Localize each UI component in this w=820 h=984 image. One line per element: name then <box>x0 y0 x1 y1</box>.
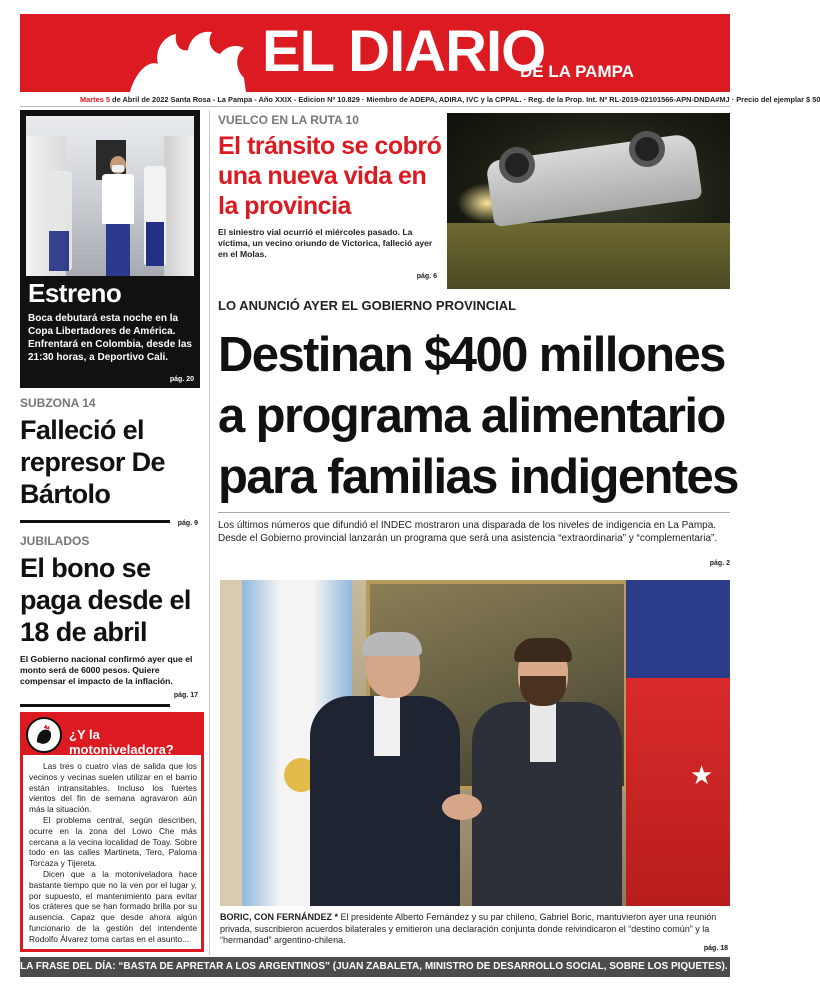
estreno-story[interactable] <box>20 110 200 388</box>
dateline <box>20 93 820 107</box>
estreno-body: Boca debutará esta noche en la Copa Libertadores de América. Enfrentará en Colombia, desde las 21:30 horas, a Deportivo Cali. <box>28 313 192 363</box>
lead-story[interactable] <box>218 298 738 567</box>
vuelco-story[interactable] <box>218 113 443 280</box>
photo-caption <box>220 912 730 947</box>
quote-of-day: LA FRASE DEL DÍA: “BASTA DE APRETAR A LOS ARGENTINOS” (JUAN ZABALETA, MINISTRO DE DESARROLLO SOCIAL, SOBRE LOS PIQUETES). pág. 18 <box>20 957 730 977</box>
divider <box>20 704 170 707</box>
jubilados-story[interactable] <box>20 534 200 699</box>
caption-who: BORIC, CON FERNÁNDEZ * <box>220 912 339 922</box>
opinion-header <box>23 715 201 755</box>
rooster-emblem-icon <box>26 717 62 753</box>
opinion-title: ¿Y la motoniveladora? <box>69 727 174 757</box>
masthead-title: EL DIARIO <box>262 19 546 84</box>
lead-headline-line: a programa alimentario <box>218 389 725 443</box>
jubilados-body: El Gobierno nacional confirmó ayer que el monto será de 6000 pesos. Quiere compensar el impacto de la inflación. <box>20 654 193 686</box>
divider <box>218 512 730 513</box>
opinion-paragraph: El problema central, según describen, ocurre en la zona del Lowo Che más cercana a la vecina localidad de Toay. Sobre todo en las calles Martineta, Tero, Paloma Torcaza y Tijereta. <box>29 814 197 869</box>
chile-flag <box>626 580 730 906</box>
subzona-kicker: SUBZONA 14 <box>20 396 96 410</box>
jubilados-page: pág. 17 <box>173 692 198 699</box>
opinion-text <box>29 761 197 945</box>
lead-headline-line: Destinan $400 millones <box>218 328 725 382</box>
dateline-text: de Abril de 2022 Santa Rosa - La Pampa - Año XXIX - Edicion Nº 10.829 · Miembro de ADEPA, ADIRA, IVC y la CPPAL. · Reg. de la Prop. Int. Nº RL-2019-02101566-APN-DNDA#MJ · Precio del ejemplar $ 50 <box>110 95 820 104</box>
caption-text: El presidente Alberto Fernández y su par chileno, Gabriel Boric, mantuvieron ayer una reunión privada, suscribieron acuerdos bilaterales y emitieron una declaración conjunta donde reivindicaron el “destino común” y la “hermandad” argentino-chilena. <box>220 912 717 945</box>
boric-fernandez-photo: ★ <box>220 580 730 906</box>
lead-body: Los últimos números que difundió el INDEC mostraron una disparada de los niveles de indigencia en La Pampa. Desde el Gobierno provincial lanzarán un programa que será una asistencia “extraordinaria” y “complementaria”. <box>218 520 718 544</box>
vuelco-headline: El tránsito se cobró una nueva vida en la provincia <box>218 132 442 220</box>
opinion-paragraph: Dicen que a la motoniveladora hace bastante tiempo que no la ven por el lugar y, por supuesto, el mantenimiento para evitar los cráteres que se han formado brilla por su ausencia. Capaz que desde ahora algún funcionario de la gestión del intendente Rodolfo Álvarez toma cartas en el asunto... <box>29 868 197 944</box>
jubilados-headline: El bono se paga desde el 18 de abril <box>20 553 191 647</box>
masthead-subtitle: DE LA PAMPA <box>520 62 634 81</box>
estreno-photo <box>26 116 194 276</box>
opinion-paragraph: Las tres o cuatro vías de salida que los vecinos y vecinas suelen utilizar en el barrio están intransitables. Incluso los fuertes vientos del fin de semana agravaron aún más la situación. <box>29 761 197 815</box>
subzona-page: pág. 9 <box>177 520 198 527</box>
lead-page: pág. 2 <box>709 560 730 567</box>
vuelco-body: El siniestro vial ocurrió el miércoles pasado. La víctima, un vecino oriundo de Victorica, falleció ayer en el Molas. <box>218 227 433 259</box>
estreno-headline: Estreno <box>28 278 122 308</box>
column-divider <box>209 110 210 955</box>
estreno-page: pág. 20 <box>169 376 194 383</box>
logo-flame-icon <box>128 30 246 92</box>
caption-page: pág. 18 <box>703 945 728 952</box>
lead-kicker: LO ANUNCIÓ AYER EL GOBIERNO PROVINCIAL <box>218 298 517 313</box>
divider <box>20 520 170 523</box>
masthead <box>20 14 730 92</box>
vuelco-page: pág. 6 <box>416 273 437 280</box>
vuelco-photo <box>447 113 730 289</box>
dateline-day: Martes 5 <box>80 95 110 104</box>
subzona-story[interactable] <box>20 396 200 527</box>
jubilados-kicker: JUBILADOS <box>20 534 90 548</box>
lead-headline-line: para familias indigentes <box>218 450 738 504</box>
subzona-headline: Falleció el represor De Bártolo <box>20 415 165 509</box>
opinion-box[interactable] <box>20 712 204 952</box>
vuelco-kicker: VUELCO EN LA RUTA 10 <box>218 113 359 127</box>
